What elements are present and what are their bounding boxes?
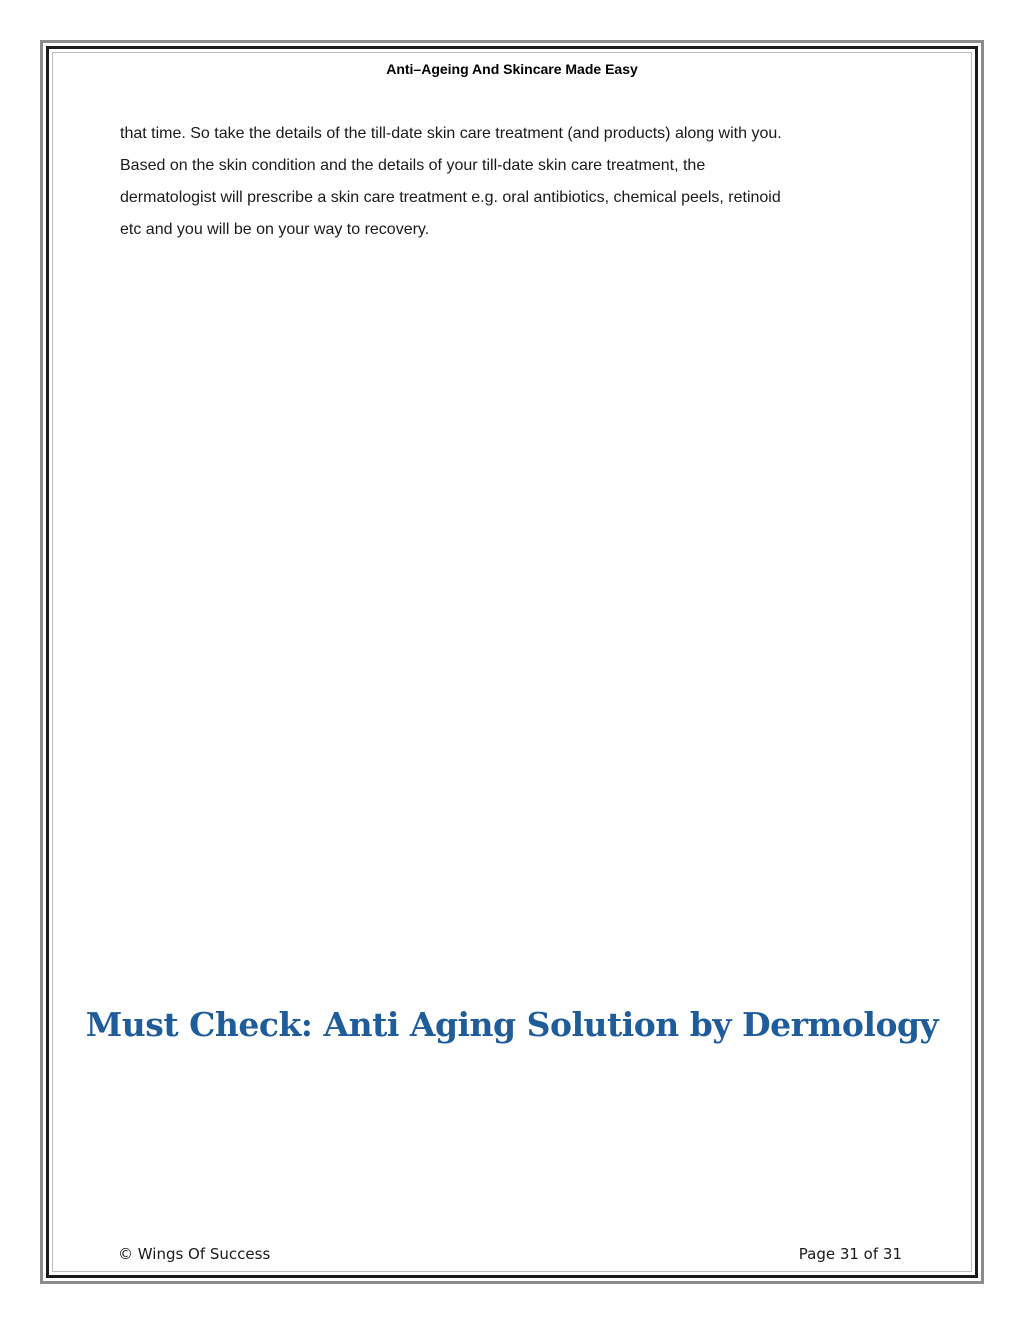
running-header: Anti–Ageing And Skincare Made Easy bbox=[386, 61, 638, 77]
body-line: dermatologist will prescribe a skin care treatment e.g. oral antibiotics, chemical peels, retinoid bbox=[120, 189, 781, 206]
body-line: that time. So take the details of the till-date skin care treatment (and products) along with you. bbox=[120, 125, 782, 142]
footer-page-number: Page 31 of 31 bbox=[798, 1245, 902, 1263]
dermology-promo-link[interactable]: Must Check: Anti Aging Solution by Dermology bbox=[85, 1005, 939, 1044]
footer-copyright: © Wings Of Success bbox=[118, 1245, 271, 1263]
body-paragraph bbox=[120, 118, 920, 246]
body-line: etc and you will be on your way to recovery. bbox=[120, 221, 430, 238]
body-line: Based on the skin condition and the details of your till-date skin care treatment, the bbox=[120, 157, 706, 174]
